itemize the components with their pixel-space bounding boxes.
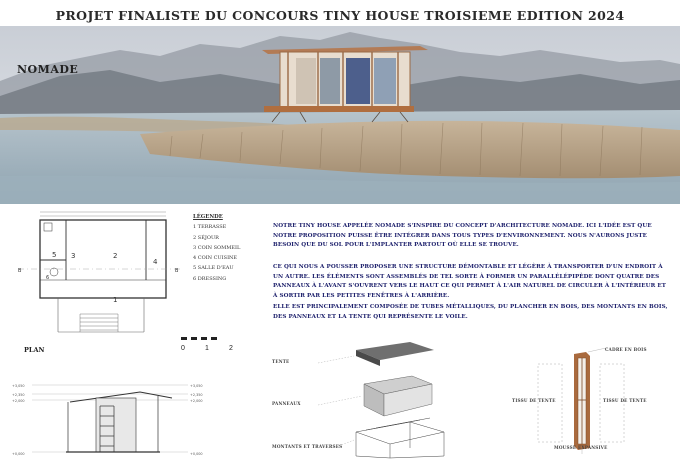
project-name: NOMADE: [17, 63, 79, 76]
exploded-axonometric: [300, 340, 460, 459]
level-label: +2,350: [12, 393, 25, 397]
legend: [193, 212, 240, 284]
label-cadre: CADRE EN BOIS: [605, 347, 647, 352]
section-marker-left: B: [18, 268, 22, 274]
legend-heading: LÉGENDE: [193, 214, 223, 220]
page-title: PROJET FINALISTE DU CONCOURS TINY HOUSE TROISIEME EDITION 2024: [55, 8, 625, 23]
description-paragraph: ELLE EST PRINCIPALEMENT COMPOSÉE DE TUBES MÉTALLIQUES, DU PLANCHER EN BOIS, DES MONTANTS EN BOIS, DES PANNEAUX ET LA TENTE QUI REPRÉSENTE LE VOILE.: [273, 304, 668, 320]
legend-item: 1 TERRASSE: [193, 224, 227, 231]
room-number-6: 6: [46, 275, 50, 281]
legend-item: 5 SALLE D'EAU: [193, 265, 234, 272]
label-mousse: MOUSSE EXPANSIVE: [554, 445, 608, 450]
scale-label-1: 1: [205, 345, 209, 352]
label-tente: TENTE: [272, 359, 290, 364]
level-label: +0,000: [12, 452, 25, 456]
scale-label-0: 0: [181, 345, 185, 352]
level-label: +2,350: [190, 393, 203, 397]
room-number-2: 2: [113, 252, 118, 260]
label-montants: MONTANTS ET TRAVERSES: [272, 444, 343, 449]
legend-item: 6 DRESSING: [193, 275, 227, 282]
label-panneaux: PANNEAUX: [272, 401, 301, 406]
level-label: +2,000: [190, 399, 203, 403]
label-tissu-right: TISSU DE TENTE: [603, 398, 647, 403]
level-label: +2,000: [12, 399, 25, 403]
section-drawing: [10, 378, 210, 459]
room-number-1: 1: [113, 296, 118, 304]
section-marker-right: B: [175, 268, 179, 274]
scale-label-2: 2: [229, 345, 233, 352]
room-number-5: 5: [52, 251, 57, 259]
floor-plan: [14, 208, 184, 343]
description-paragraph: CE QUI NOUS A POUSSER PROPOSER UNE STRUCTURE DÉMONTABLE ET LÉGÈRE À TRANSPORTER D'UN ENDROIT À UN AUTRE. LES ÉLÉMENTS SONT ASSEMBLÉS DE TEL SORTE À FORMER UN PARALLÉLÉPIPÈDE DONT QUATRE DES PANNEAUX À L'AVANT S'OUVRENT VERS LE HAUT CE QUI PERMET À L'AIR NATUREL DE CIRCULER À L'INTÉRIEUR ET À SORTIR PAR LES PETITES FENÊTRES À L'ARRIÈRE.: [273, 264, 666, 300]
description-paragraph: NOTRE TINY HOUSE APPELÉE NOMADE S'INSPIRE DU CONCEPT D'ARCHITECTURE NOMADE. ICI L'IDÉE EST QUE NOTRE PROPOSITION PUISSE ÊTRE INTÉGRER DANS TOUS TYPES D'ENVIRONNEMENT. NOUS N'AURONS JUSTE BESOIN QUE DU SOL POUR L'IMPLANTER PARTOUT OÙ ELLE SE TROUVE.: [273, 223, 652, 249]
room-number-4: 4: [153, 258, 158, 266]
legend-item: 2 SÉJOUR: [193, 234, 219, 241]
label-tissu-left: TISSU DE TENTE: [512, 398, 556, 403]
level-label: +3,050: [190, 384, 203, 388]
hero-rendering: [0, 26, 680, 204]
level-label: +3,050: [12, 384, 25, 388]
legend-item: 4 COIN CUISINE: [193, 255, 238, 262]
landscape-illustration: [0, 26, 680, 204]
level-label: +0,000: [190, 452, 203, 456]
tiny-house-rendering: [262, 46, 428, 122]
legend-item: 3 COIN SOMMEIL: [193, 244, 241, 251]
room-number-3: 3: [71, 252, 76, 260]
plan-label: PLAN: [24, 346, 45, 354]
